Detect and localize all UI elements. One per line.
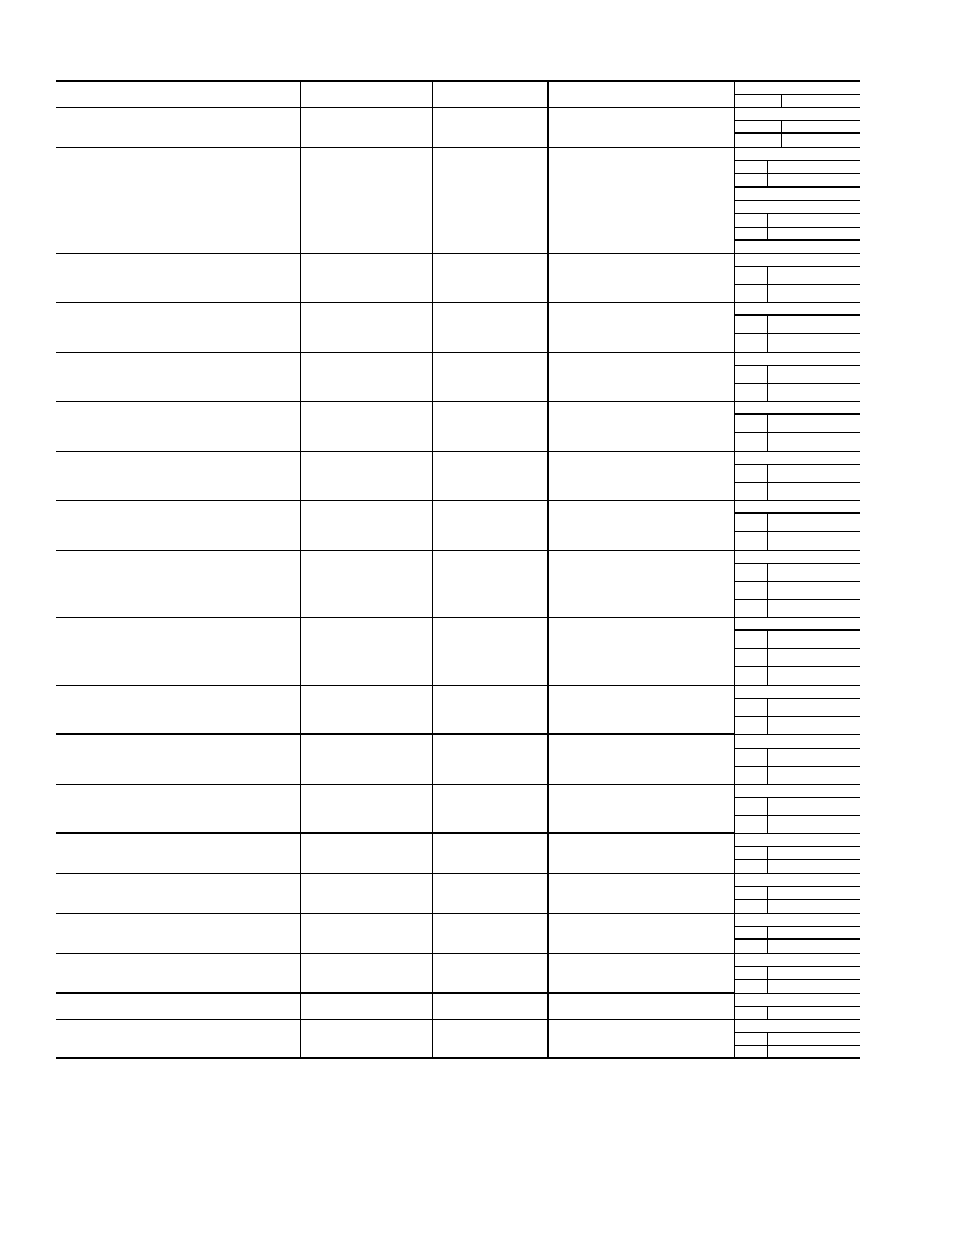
table-row-rule (56, 451, 734, 452)
sub-cell-rule (734, 899, 860, 900)
table-row-rule (56, 913, 734, 914)
table-row-rule (56, 953, 734, 954)
column-divider (300, 81, 301, 1058)
sub-cell-divider (767, 1006, 768, 1019)
sub-cell-rule (734, 550, 860, 551)
sub-cell-rule (734, 797, 860, 798)
sub-cell-divider (767, 464, 768, 500)
sub-cell-rule (734, 107, 860, 108)
sub-cell-rule (734, 599, 860, 600)
sub-cell-rule (734, 132, 860, 134)
sub-cell-rule (734, 698, 860, 699)
sub-cell-rule (734, 716, 860, 717)
sub-cell-rule (734, 302, 860, 303)
table-row-rule (56, 401, 734, 402)
table-row-rule (56, 500, 734, 501)
header-row-rule (56, 107, 734, 108)
sub-cell-divider (767, 266, 768, 302)
sub-cell-rule (734, 383, 860, 384)
sub-cell-rule (734, 333, 860, 334)
sub-cell-rule (734, 464, 860, 465)
sub-cell-rule (734, 784, 860, 785)
sub-cell-rule (734, 1006, 860, 1007)
sub-cell-divider (767, 414, 768, 451)
sub-cell-rule (734, 685, 860, 686)
table-row-rule (56, 147, 734, 148)
sub-cell-divider (767, 926, 768, 953)
table-row-rule (56, 685, 734, 686)
sub-cell-divider (767, 846, 768, 873)
table-row-rule (56, 733, 734, 735)
sub-cell-rule (734, 531, 860, 532)
sub-cell-rule (734, 401, 860, 402)
table-row-rule (56, 873, 734, 874)
sub-cell-divider (781, 120, 782, 147)
sub-cell-rule (734, 734, 860, 735)
sub-cell-rule (734, 227, 860, 228)
sub-cell-rule (734, 1032, 860, 1033)
sub-cell-rule (734, 482, 860, 483)
sub-cell-rule (734, 966, 860, 967)
sub-cell-rule (734, 859, 860, 860)
table-row-rule (56, 784, 734, 785)
sub-cell-rule (734, 512, 860, 514)
sub-cell-rule (734, 213, 860, 214)
sub-cell-divider (767, 513, 768, 550)
column-divider (547, 81, 549, 1058)
sub-cell-divider (767, 160, 768, 187)
sub-cell-rule (734, 1045, 860, 1046)
sub-cell-rule (734, 648, 860, 649)
sub-cell-divider (767, 365, 768, 401)
table-bottom-rule (56, 1057, 860, 1059)
sub-cell-rule (734, 314, 860, 316)
sub-cell-divider (767, 886, 768, 913)
column-divider (432, 81, 433, 1058)
table-row-rule (56, 617, 734, 618)
sub-cell-rule (734, 873, 860, 874)
sub-cell-divider (767, 315, 768, 352)
sub-cell-rule (734, 160, 860, 161)
sub-cell-divider (781, 94, 782, 107)
sub-cell-rule (734, 451, 860, 452)
sub-cell-rule (734, 500, 860, 501)
sub-cell-rule (734, 186, 860, 188)
sub-cell-rule (734, 352, 860, 353)
sub-cell-rule (734, 913, 860, 914)
sub-cell-rule (734, 993, 860, 994)
sub-cell-rule (734, 120, 860, 121)
sub-cell-rule (734, 979, 860, 980)
sub-cell-divider (767, 630, 768, 685)
sub-cell-rule (734, 886, 860, 887)
sub-cell-rule (734, 413, 860, 415)
sub-cell-divider (767, 698, 768, 734)
sub-cell-rule (734, 365, 860, 366)
sub-cell-rule (734, 1019, 860, 1020)
table-row-rule (56, 832, 734, 834)
sub-cell-rule (734, 173, 860, 174)
sub-cell-divider (767, 748, 768, 784)
sub-cell-rule (734, 147, 860, 148)
sub-cell-rule (734, 833, 860, 834)
sub-cell-rule (734, 253, 860, 254)
sub-cell-rule (734, 94, 860, 95)
sub-cell-rule (734, 617, 860, 618)
table-top-rule (56, 80, 860, 82)
table-row-rule (56, 550, 734, 551)
sub-cell-rule (734, 629, 860, 631)
sub-cell-rule (734, 239, 860, 241)
sub-cell-rule (734, 846, 860, 847)
sub-cell-divider (767, 966, 768, 993)
table-row-rule (56, 302, 734, 303)
sub-cell-rule (734, 926, 860, 927)
sub-cell-divider (767, 1032, 768, 1058)
table-row-rule (56, 253, 734, 254)
sub-cell-rule (734, 815, 860, 816)
sub-cell-rule (734, 266, 860, 267)
sub-cell-rule (734, 563, 860, 564)
sub-cell-rule (734, 666, 860, 667)
sub-cell-divider (767, 563, 768, 617)
table-row-rule (56, 992, 734, 994)
sub-cell-divider (767, 797, 768, 833)
sub-cell-rule (734, 432, 860, 433)
sub-cell-rule (734, 953, 860, 954)
sub-cell-rule (734, 766, 860, 767)
sub-cell-divider (767, 213, 768, 240)
sub-cell-rule (734, 748, 860, 749)
table-row-rule (56, 1019, 734, 1020)
sub-cell-rule (734, 200, 860, 201)
sub-cell-rule (734, 581, 860, 582)
table-row-rule (56, 352, 734, 353)
sub-cell-rule (734, 284, 860, 285)
sub-cell-rule (734, 938, 860, 940)
